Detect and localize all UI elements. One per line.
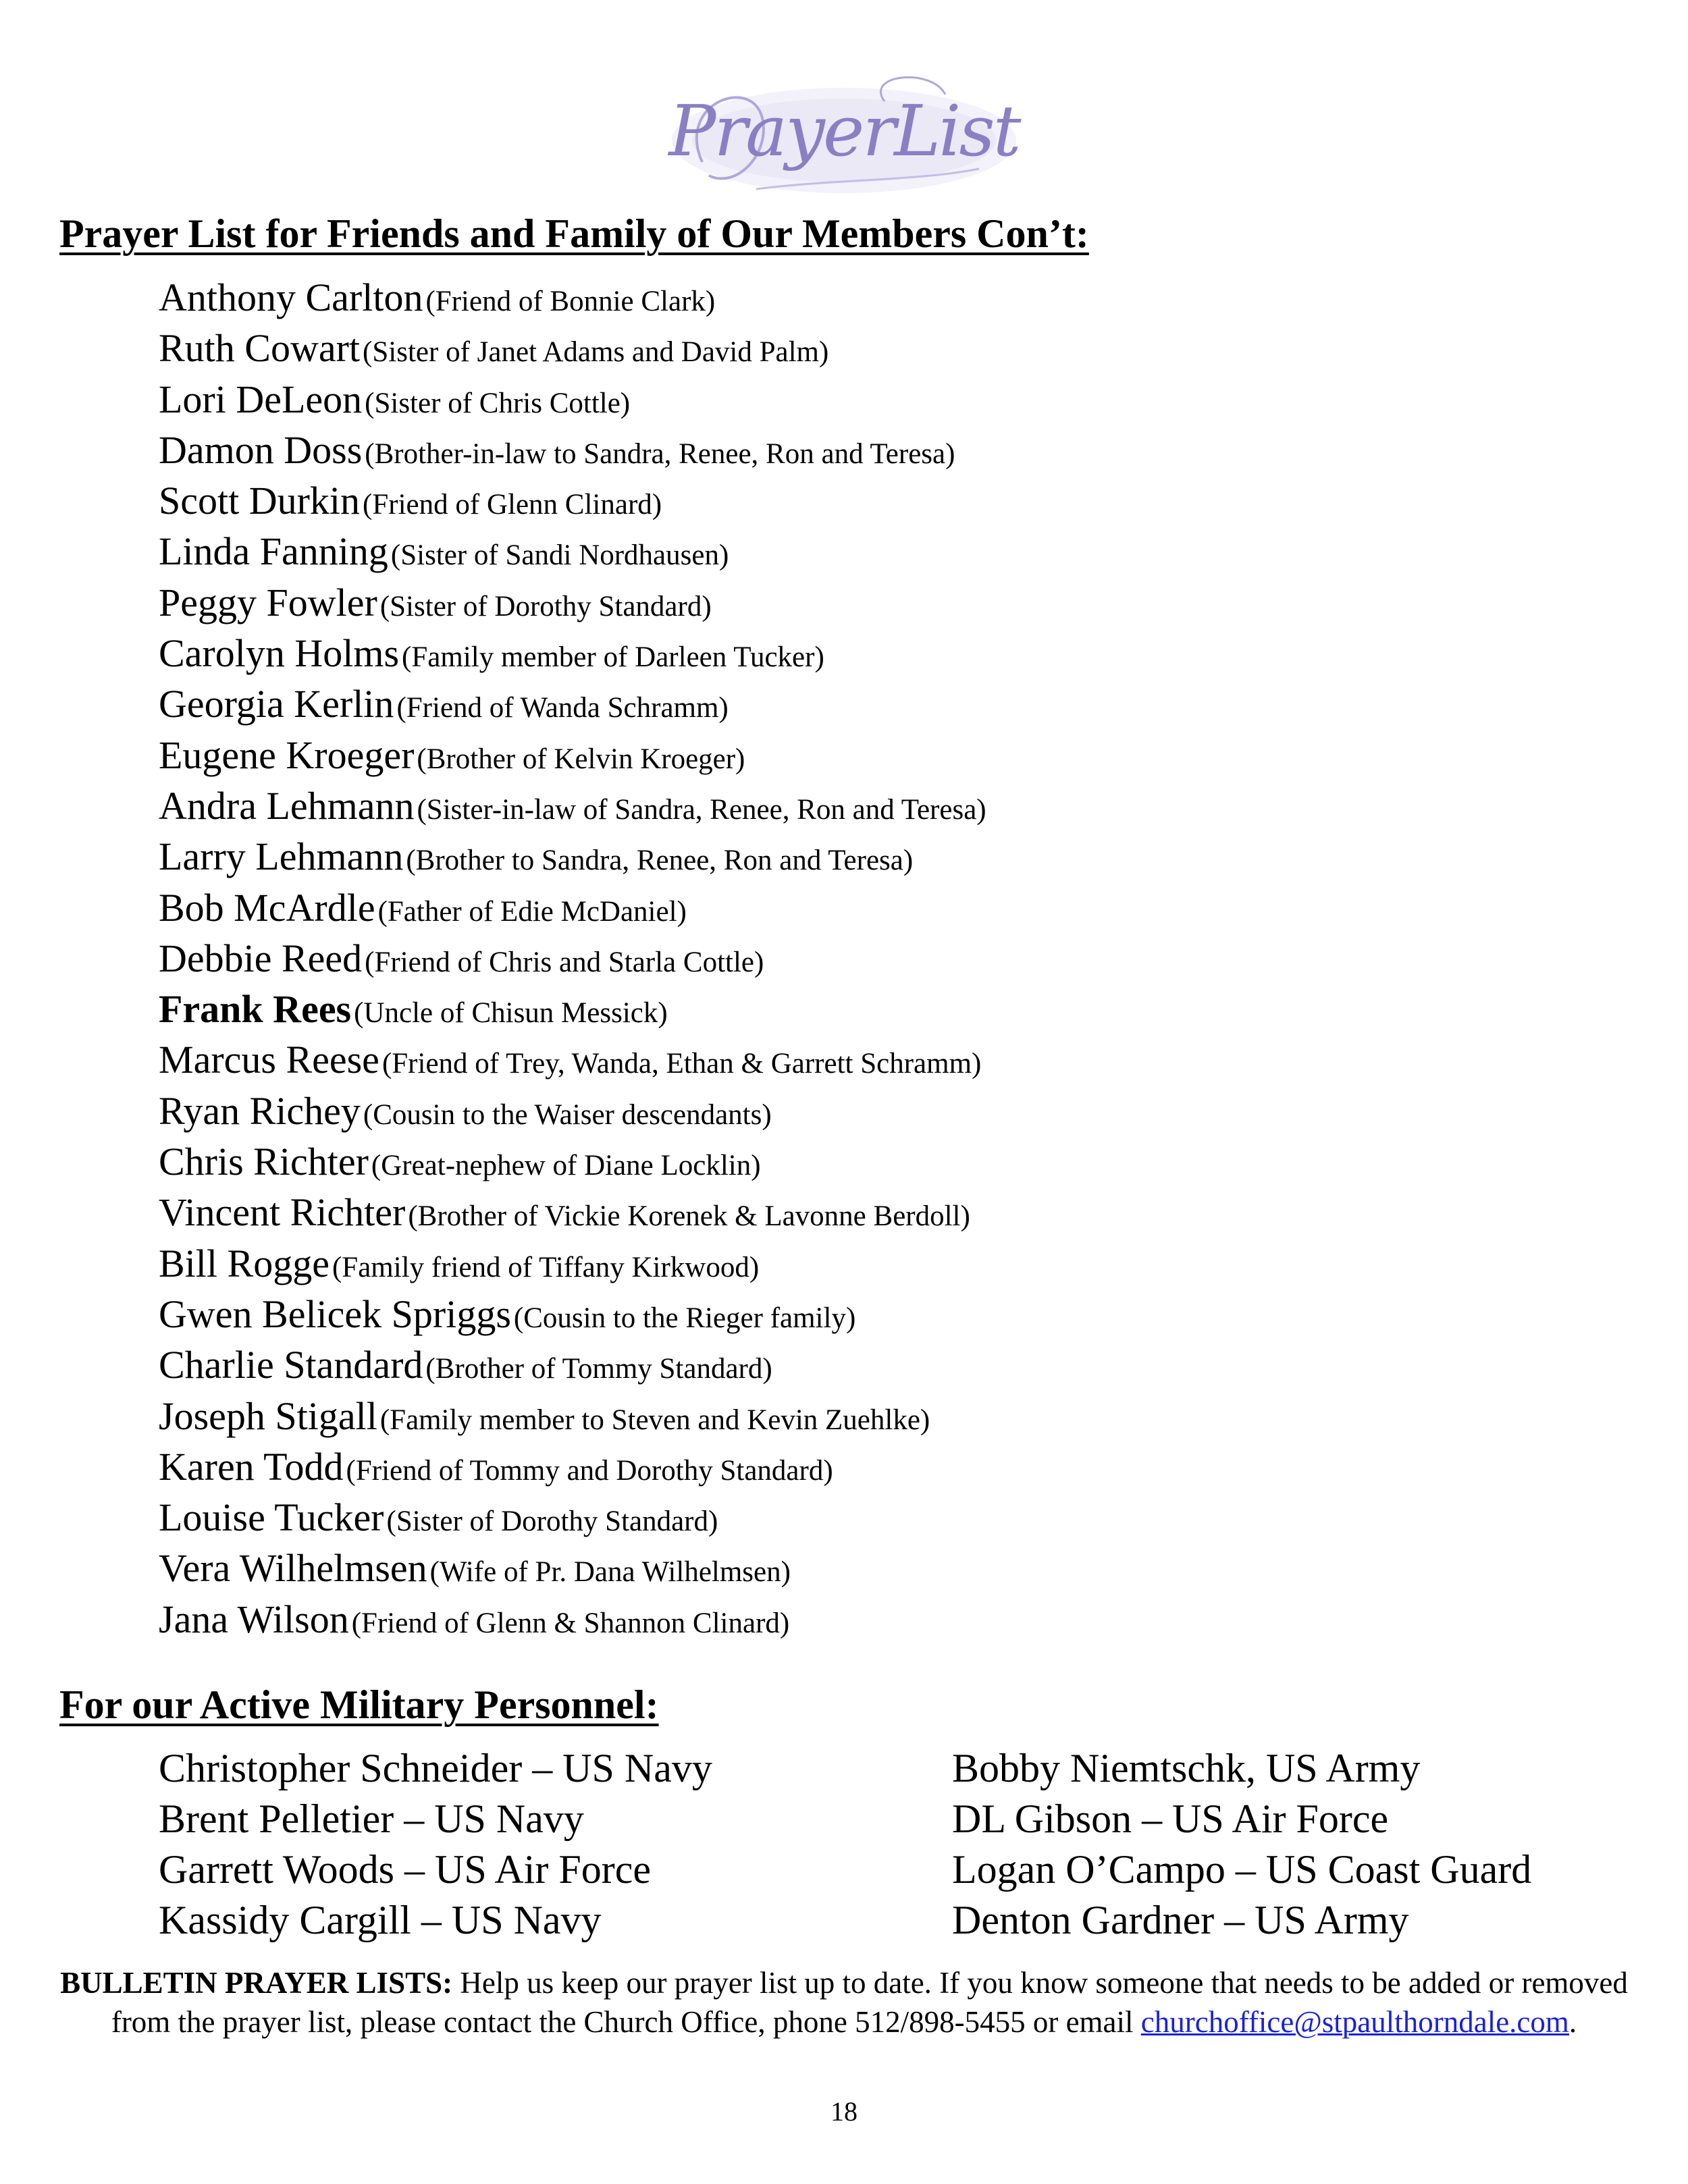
- prayer-name: Anthony Carlton: [159, 275, 423, 319]
- prayer-relation: (Cousin to the Rieger family): [513, 1302, 856, 1334]
- prayer-name: Debbie Reed: [159, 936, 363, 980]
- prayer-list-item: [159, 1289, 986, 1339]
- prayer-relation: (Friend of Chris and Starla Cottle): [365, 946, 764, 978]
- prayer-name: Larry Lehmann: [159, 834, 404, 879]
- prayer-list-item: [159, 374, 986, 425]
- friends-prayer-list: [159, 272, 986, 1645]
- prayer-list-item: [159, 831, 986, 882]
- military-list-item: Brent Pelletier – US Navy: [159, 1796, 584, 1841]
- prayer-name: Louise Tucker: [159, 1495, 384, 1540]
- prayer-name: Georgia Kerlin: [159, 682, 394, 726]
- notice-label: BULLETIN PRAYER LISTS:: [60, 1966, 453, 2000]
- prayer-list-item: [159, 577, 986, 628]
- prayer-list-item: [159, 1136, 986, 1187]
- notice-text: Help us keep our prayer list up to date. If you know someone that needs to be added or removed from the prayer list, please contact the Church Office, phone 512/898-5455 or email: [111, 1966, 1628, 2039]
- prayer-list-item: [159, 1339, 986, 1390]
- prayer-list-item: [159, 425, 986, 475]
- prayer-list-item: [159, 272, 986, 323]
- prayer-name: Carolyn Holms: [159, 631, 400, 676]
- page-number: 18: [830, 2096, 858, 2127]
- prayer-relation: (Friend of Glenn Clinard): [363, 489, 662, 521]
- prayer-relation: (Sister of Chris Cottle): [365, 387, 631, 419]
- prayer-name: Marcus Reese: [159, 1038, 379, 1082]
- prayer-name: Bill Rogge: [159, 1241, 329, 1285]
- prayer-relation: (Wife of Pr. Dana Wilhelmsen): [429, 1556, 791, 1589]
- military-list-item: Kassidy Cargill – US Navy: [159, 1898, 602, 1942]
- prayer-list-item: [159, 526, 986, 577]
- prayer-list-item: [159, 933, 986, 984]
- prayer-list-item: [159, 1391, 986, 1441]
- prayer-list-item: [159, 984, 986, 1034]
- prayer-name: Gwen Belicek Spriggs: [159, 1291, 511, 1336]
- military-list-item: Christopher Schneider – US Navy: [159, 1746, 712, 1790]
- prayer-list-item: [159, 1238, 986, 1289]
- prayer-relation: (Friend of Tommy and Dorothy Standard): [346, 1454, 833, 1487]
- prayer-name: Andra Lehmann: [159, 783, 415, 828]
- military-list-item: DL Gibson – US Air Force: [952, 1796, 1389, 1841]
- military-list-item: Logan O’Campo – US Coast Guard: [952, 1847, 1532, 1892]
- prayer-name: Joseph Stigall: [159, 1393, 377, 1438]
- prayer-list-item: [159, 1034, 986, 1085]
- prayer-relation: (Brother of Vickie Korenek & Lavonne Berdoll): [408, 1200, 970, 1233]
- military-list-item: Denton Gardner – US Army: [952, 1898, 1409, 1942]
- prayer-relation: (Family member to Steven and Kevin Zuehlke): [379, 1404, 930, 1436]
- prayer-relation: (Friend of Trey, Wanda, Ethan & Garrett Schramm): [381, 1048, 982, 1080]
- prayer-list-item: [159, 475, 986, 526]
- military-list-item: Bobby Niemtschk, US Army: [952, 1746, 1421, 1790]
- prayer-name: Ryan Richey: [159, 1088, 361, 1133]
- military-list-right: [952, 1743, 1531, 1946]
- prayer-relation: (Brother-in-law to Sandra, Renee, Ron and Teresa): [365, 437, 955, 470]
- prayer-relation: (Cousin to the Waiser descendants): [363, 1098, 772, 1131]
- prayer-name: Vincent Richter: [159, 1190, 406, 1235]
- prayer-list-item: [159, 780, 986, 831]
- prayer-list-item: [159, 1543, 986, 1593]
- prayer-name: Karen Todd: [159, 1444, 344, 1489]
- prayer-list-item: [159, 1441, 986, 1492]
- prayer-relation: (Friend of Glenn & Shannon Clinard): [351, 1607, 790, 1639]
- prayer-list-logo-image: [662, 61, 1026, 203]
- prayer-list-item: [159, 730, 986, 780]
- bulletin-notice: [41, 1963, 1647, 2042]
- prayer-list-item: [159, 678, 986, 729]
- prayer-relation: (Brother of Kelvin Kroeger): [417, 743, 745, 775]
- prayer-list-item: [159, 323, 986, 373]
- prayer-name: Lori DeLeon: [159, 377, 363, 421]
- prayer-relation: (Sister of Sandi Nordhausen): [390, 539, 729, 572]
- prayer-name: Ruth Cowart: [159, 326, 361, 371]
- prayer-relation: (Brother to Sandra, Renee, Ron and Teresa): [406, 845, 914, 877]
- prayer-name: Eugene Kroeger: [159, 733, 415, 777]
- prayer-relation: (Sister of Janet Adams and David Palm): [363, 336, 829, 369]
- military-list-left: [159, 1743, 712, 1946]
- prayer-relation: (Sister of Dorothy Standard): [379, 590, 712, 622]
- military-list-item: Garrett Woods – US Air Force: [159, 1847, 651, 1892]
- prayer-relation: (Family friend of Tiffany Kirkwood): [332, 1251, 760, 1283]
- prayer-list-item: [159, 1594, 986, 1645]
- prayer-name: Scott Durkin: [159, 479, 361, 523]
- prayer-list-item: [159, 1492, 986, 1543]
- prayer-list-logo: [662, 61, 1026, 203]
- notice-end: .: [1568, 2005, 1577, 2039]
- prayer-relation: (Great-nephew of Diane Locklin): [371, 1150, 761, 1182]
- prayer-relation: (Brother of Tommy Standard): [425, 1353, 772, 1385]
- prayer-name: Charlie Standard: [159, 1343, 423, 1387]
- prayer-name: Peggy Fowler: [159, 580, 377, 624]
- prayer-list-item: [159, 628, 986, 678]
- prayer-relation: (Friend of Wanda Schramm): [396, 692, 729, 724]
- prayer-name: Vera Wilhelmsen: [159, 1546, 427, 1591]
- prayer-relation: (Uncle of Chisun Messick): [354, 997, 668, 1030]
- prayer-name: Jana Wilson: [159, 1597, 349, 1641]
- prayer-relation: (Sister of Dorothy Standard): [386, 1506, 718, 1538]
- prayer-name: Frank Rees: [159, 987, 352, 1032]
- prayer-name: Damon Doss: [159, 427, 363, 472]
- friends-section-heading: Prayer List for Friends and Family of Our Members Con’t:: [59, 211, 1089, 256]
- prayer-name: Bob McArdle: [159, 885, 375, 930]
- prayer-list-item: [159, 882, 986, 933]
- prayer-relation: (Friend of Bonnie Clark): [425, 286, 716, 317]
- military-section-heading: For our Active Military Personnel:: [59, 1682, 659, 1727]
- prayer-relation: (Father of Edie McDaniel): [377, 895, 687, 928]
- logo-text: PrayerList: [668, 90, 1020, 172]
- church-email-link[interactable]: churchoffice@stpaulthorndale.com: [1140, 2005, 1569, 2039]
- prayer-relation: (Sister-in-law of Sandra, Renee, Ron and Teresa): [417, 793, 986, 826]
- prayer-name: Chris Richter: [159, 1140, 369, 1184]
- prayer-relation: (Family member of Darleen Tucker): [402, 641, 824, 674]
- prayer-list-item: [159, 1086, 986, 1136]
- prayer-list-item: [159, 1187, 986, 1237]
- prayer-name: Linda Fanning: [159, 529, 388, 574]
